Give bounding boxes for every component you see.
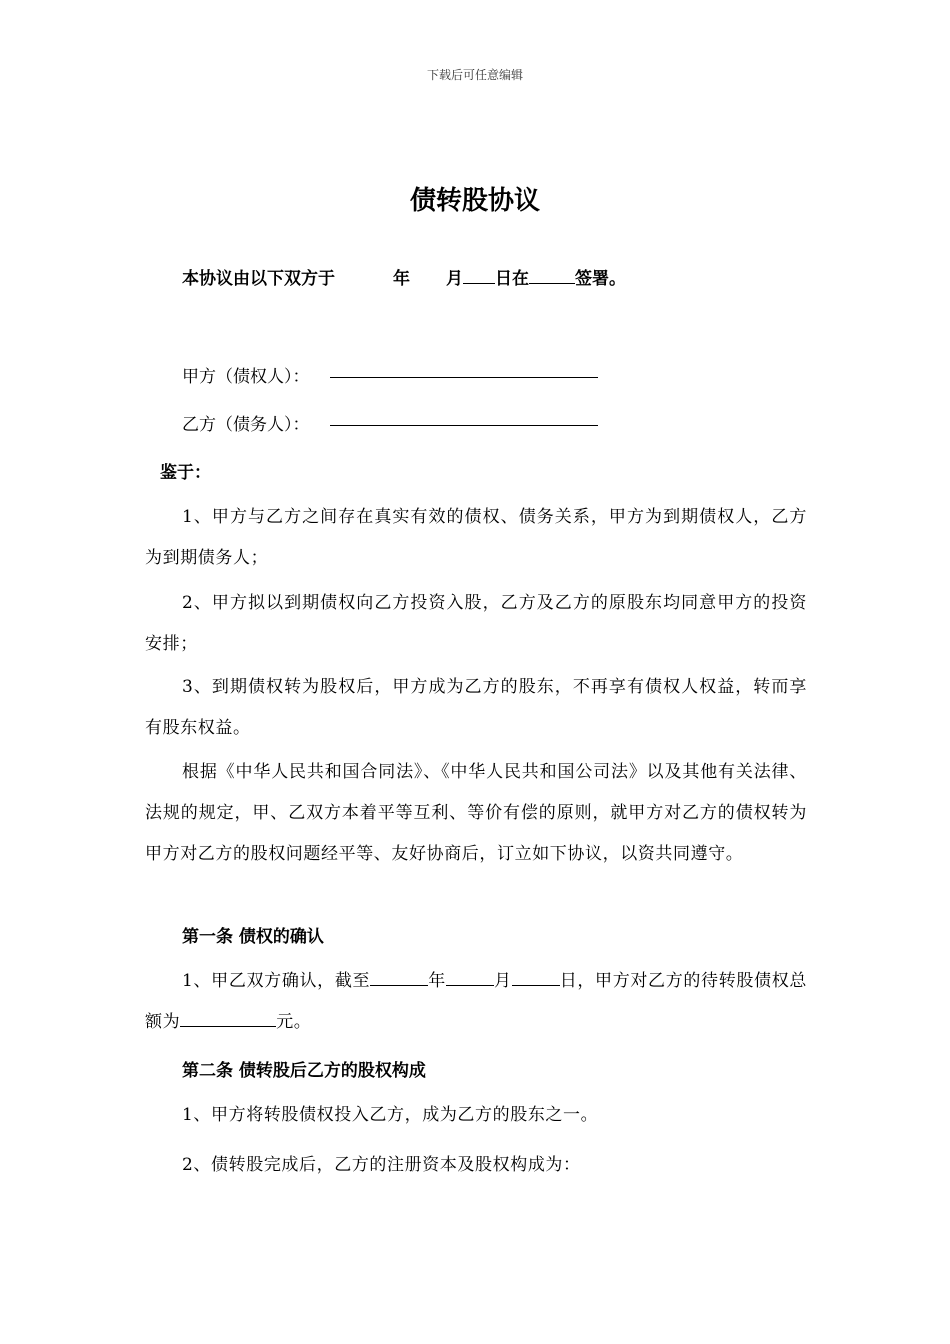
article-2-para-1: 1、甲方将转股债权投入乙方，成为乙方的股东之一。 <box>182 1105 599 1125</box>
intro-line <box>182 264 626 289</box>
whereas-item-2: 2、甲方拟以到期债权向乙方投资入股，乙方及乙方的原股东均同意甲方的投资安排； <box>145 593 807 654</box>
a1-text-c: 月 <box>493 971 512 991</box>
a1-text-d: 日，甲方对乙方的待转股债权总额为 <box>145 971 807 1032</box>
place-blank <box>529 267 575 284</box>
whereas-item-1: 1、甲方与乙方之间存在真实有效的债权、债务关系，甲方为到期债权人，乙方为到期债务人； <box>145 507 807 568</box>
intro-day: 日在 <box>495 269 529 289</box>
intro-year: 年 <box>393 269 410 289</box>
a1-text-b: 年 <box>428 971 446 991</box>
article-1-heading: 第一条 债权的确认 <box>182 927 324 947</box>
party-b-row <box>182 410 598 435</box>
article-2-heading: 第二条 债转股后乙方的股权构成 <box>182 1061 426 1081</box>
whereas-item-3: 3、到期债权转为股权后，甲方成为乙方的股东，不再享有债权人权益，转而享有股东权益。 <box>145 677 807 738</box>
a1-amount-blank <box>180 1010 276 1027</box>
a1-year-blank <box>370 969 428 986</box>
party-b-label: 乙方（债务人）： <box>182 415 310 435</box>
party-a-label: 甲方（债权人）： <box>182 367 310 387</box>
day-blank <box>463 267 495 284</box>
whereas-heading: 鉴于： <box>160 463 211 483</box>
party-a-blank <box>330 377 598 378</box>
intro-prefix: 本协议由以下双方于 <box>182 269 335 289</box>
basis-paragraph: 根据《中华人民共和国合同法》、《中华人民共和国公司法》以及其他有关法律、法规的规定，甲、乙双方本着平等互利、等价有偿的原则，就甲方对乙方的债权转为甲方对乙方的股权问题经平等、友好协商后，订立如下协议，以资共同遵守。 <box>145 762 807 864</box>
header-note: 下载后可任意编辑 <box>426 68 523 82</box>
intro-suffix: 签署。 <box>575 269 626 289</box>
party-b-blank <box>330 425 598 426</box>
article-2-para-2: 2、债转股完成后，乙方的注册资本及股权构成为： <box>182 1155 581 1175</box>
a1-text-e: 元。 <box>276 1012 312 1032</box>
a1-text-a: 1、甲乙双方确认，截至 <box>182 971 371 991</box>
document-title: 债转股协议 <box>409 186 540 216</box>
a1-day-blank <box>512 969 560 986</box>
intro-month: 月 <box>446 269 463 289</box>
a1-month-blank <box>446 969 494 986</box>
article-1-para-1 <box>145 961 807 1043</box>
party-a-row <box>182 362 598 387</box>
